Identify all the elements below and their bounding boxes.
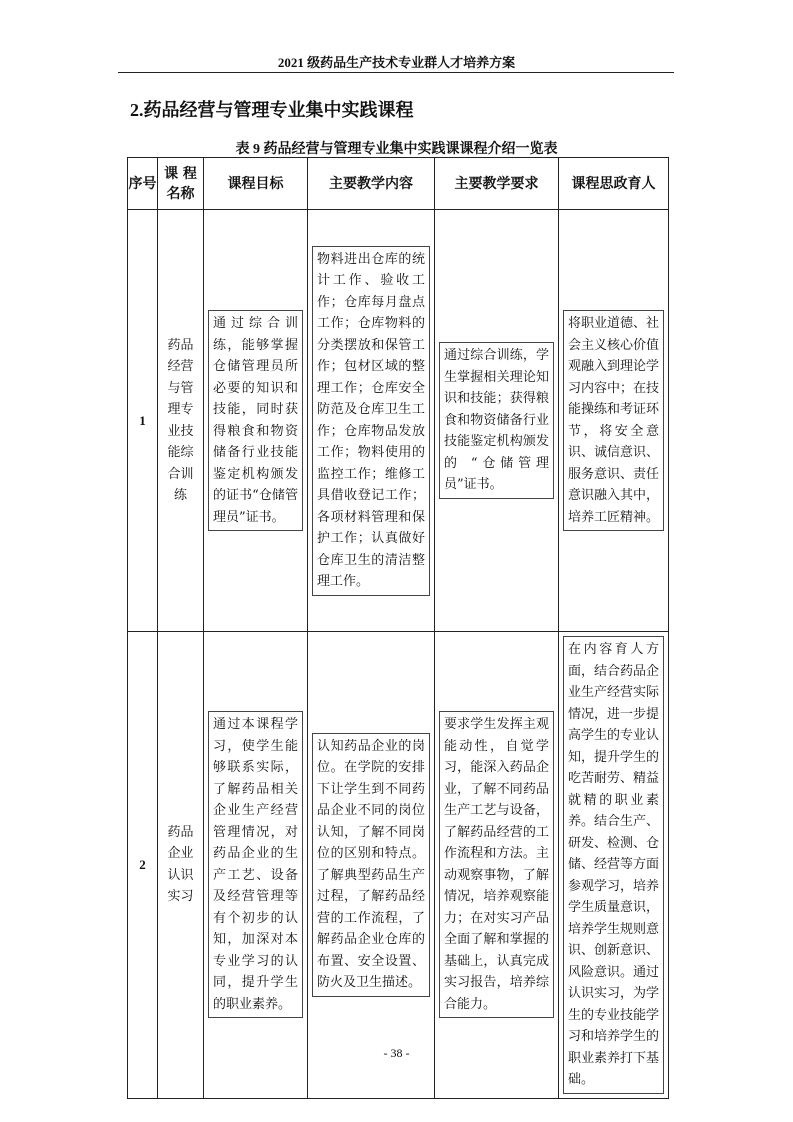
row-number: 2 [128, 632, 158, 1099]
table-header-row [128, 158, 669, 210]
course-goal: 通过本课程学习，使学生能够联系实际，了解药品相关企业生产经营管理情况，对药品企业的生产工艺、设备及经营管理等有个初步的认知，加深对本专业学习的认同，提升学生的职业素养。 [208, 711, 303, 1018]
table-caption: 表 9 药品经营与管理专业集中实践课课程介绍一览表 [235, 142, 558, 157]
column-header-name: 课 程名称 [158, 158, 204, 210]
column-header-requirement: 主要教学要求 [435, 158, 559, 210]
course-goal: 通过综合训练，能够掌握仓储管理员所必要的知识和技能，同时获得粮食和物资储备行业技能鉴定机构颁发的证书“仓储管理员”证书。 [208, 310, 303, 531]
course-name-cell [158, 210, 204, 632]
course-name: 药品企业认识实习 [167, 824, 194, 905]
course-ideology: 在内容育人方面，结合药品企业生产经营实际情况，进一步提高学生的专业认知，提升学生的吃苦耐劳、精益就精的职业素养。结合生产、研发、检测、仓储、经营等方面参观学习，培养学生质量意识，培养学生规则意识、创新意识、风险意识。通过认识实习，为学生的专业技能学习和培养学生的职业素养打下基础。 [563, 636, 664, 1094]
course-content: 物料进出仓库的统计工作、验收工作；仓库每月盘点工作；仓库物料的分类摆放和保管工作；包材区域的整理工作；仓库安全防范及仓库卫生工作；仓库物品发放工作；物料使用的监控工作；维修工具借收登记工作；各项材料管理和保护工作；认真做好仓库卫生的清洁整理工作。 [312, 246, 430, 596]
column-header-goal: 课程目标 [204, 158, 308, 210]
course-requirement: 通过综合训练，学生掌握相关理论知识和技能；获得粮食和物资储备行业技能鉴定机构颁发的 “仓储管理员”证书。 [439, 342, 554, 499]
goal-cell [204, 632, 308, 1099]
requirement-cell [435, 632, 559, 1099]
header-rule [118, 72, 674, 73]
section-heading: 2.药品经营与管理专业集中实践课程 [130, 100, 414, 120]
course-content: 认知药品企业的岗位。在学院的安排下让学生到不同药品企业不同的岗位认知，了解不同岗位的区别和特点。了解典型药品生产过程，了解药品经营的工作流程，了解药品企业仓库的布置、安全设置、防火及卫生描述。 [312, 733, 430, 997]
table-row [128, 210, 669, 632]
column-header-ideology: 课程思政育人 [559, 158, 669, 210]
content-cell [308, 632, 435, 1099]
course-table [127, 157, 669, 1099]
ideology-cell [559, 632, 669, 1099]
goal-cell [204, 210, 308, 632]
course-requirement: 要求学生发挥主观能动性，自觉学习，能深入药品企业，了解不同药品生产工艺与设备，了解药品经营的工作流程和方法。主动观察事物，了解情况，培养观察能力；在对实习产品全面了解和掌握的基础上，认真完成实习报告，培养综合能力。 [439, 711, 554, 1018]
requirement-cell [435, 210, 559, 632]
page-number: - 38 - [383, 1046, 410, 1060]
course-name: 药品经营与管理专业技能综合训练 [167, 337, 194, 503]
table-row [128, 632, 669, 1099]
row-number: 1 [128, 210, 158, 632]
column-header-content: 主要教学内容 [308, 158, 435, 210]
course-ideology: 将职业道德、社会主义核心价值观融入到理论学习内容中；在技能操练和考证环节，将安全意识、诚信意识、服务意识、责任意识融入其中，培养工匠精神。 [563, 310, 664, 531]
column-header-seq: 序号 [128, 158, 158, 210]
ideology-cell [559, 210, 669, 632]
content-cell [308, 210, 435, 632]
course-name-cell [158, 632, 204, 1099]
running-header: 2021 级药品生产技术专业群人才培养方案 [277, 55, 516, 70]
